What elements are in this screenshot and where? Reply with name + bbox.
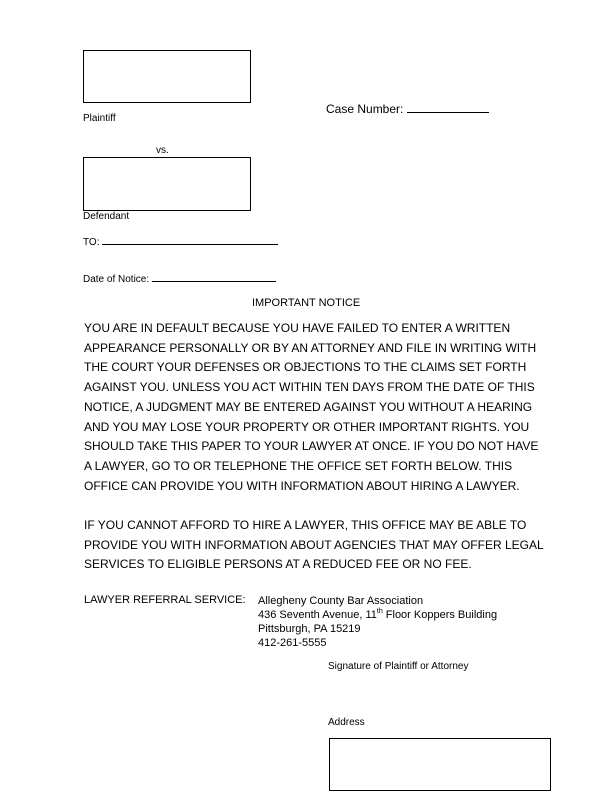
referral-address-street: 436 Seventh Avenue, 11: [258, 609, 377, 621]
notice-title: IMPORTANT NOTICE: [252, 297, 361, 309]
paragraph-line: AGAINST YOU. UNLESS YOU ACT WITHIN TEN DAYS FROM THE DATE OF THIS: [84, 380, 535, 395]
paragraph-line: OFFICE CAN PROVIDE YOU WITH INFORMATION ABOUT HIRING A LAWYER.: [84, 478, 520, 493]
referral-address: [258, 608, 497, 622]
plaintiff-label: Plaintiff: [83, 113, 116, 124]
referral-phone: 412-261-5555: [258, 637, 327, 649]
defendant-label: Defendant: [83, 211, 130, 222]
paragraph-line: SERVICES TO ELIGIBLE PERSONS AT A REDUCED FEE OR NO FEE.: [84, 557, 472, 572]
referral-city: Pittsburgh, PA 15219: [258, 623, 361, 635]
referral-org: Allegheny County Bar Association: [258, 595, 424, 607]
referral-block: [258, 594, 497, 650]
case-number-text: Case Number:: [326, 102, 404, 116]
defendant-name-box[interactable]: [83, 157, 251, 211]
case-number-label: [326, 102, 489, 116]
signature-label: Signature of Plaintiff or Attorney: [328, 661, 469, 672]
referral-address-ordinal: th: [376, 608, 383, 615]
plaintiff-name-box[interactable]: [83, 50, 251, 103]
address-box[interactable]: [329, 738, 551, 791]
paragraph-line: YOU ARE IN DEFAULT BECAUSE YOU HAVE FAILED TO ENTER A WRITTEN: [84, 321, 511, 335]
date-of-notice-field[interactable]: [152, 272, 276, 282]
paragraph-line: APPEARANCE PERSONALLY OR BY AN ATTORNEY AND FILE IN WRITING WITH: [84, 340, 537, 355]
paragraph-line: IF YOU CANNOT AFFORD TO HIRE A LAWYER, THIS OFFICE MAY BE ABLE TO: [84, 518, 527, 532]
paragraph-line: PROVIDE YOU WITH INFORMATION ABOUT AGENCIES THAT MAY OFFER LEGAL: [84, 537, 544, 552]
to-label: TO:: [83, 237, 100, 248]
date-of-notice-line: [83, 272, 276, 285]
paragraph-line: A LAWYER, GO TO OR TELEPHONE THE OFFICE SET FORTH BELOW. THIS: [84, 458, 513, 473]
referral-address-building: Floor Koppers Building: [382, 609, 498, 621]
to-line: [83, 235, 278, 248]
paragraph-line: AND YOU MAY LOSE YOUR PROPERTY OR OTHER IMPORTANT RIGHTS. YOU: [84, 419, 530, 434]
paragraph-line: NOTICE, A JUDGMENT MAY BE ENTERED AGAINST YOU WITHOUT A HEARING: [84, 399, 533, 414]
notice-paragraph-1: [84, 319, 538, 496]
to-field[interactable]: [102, 235, 278, 245]
date-of-notice-label: Date of Notice:: [83, 274, 150, 285]
referral-label: LAWYER REFERRAL SERVICE:: [84, 594, 246, 606]
case-number-field[interactable]: [407, 103, 489, 113]
paragraph-line: SHOULD TAKE THIS PAPER TO YOUR LAWYER AT ONCE. IF YOU DO NOT HAVE: [84, 439, 539, 454]
paragraph-line: THE COURT YOUR DEFENSES OR OBJECTIONS TO THE CLAIMS SET FORTH: [84, 360, 527, 375]
notice-paragraph-2: [84, 516, 544, 575]
versus-label: vs.: [156, 145, 169, 156]
address-label: Address: [328, 717, 365, 728]
